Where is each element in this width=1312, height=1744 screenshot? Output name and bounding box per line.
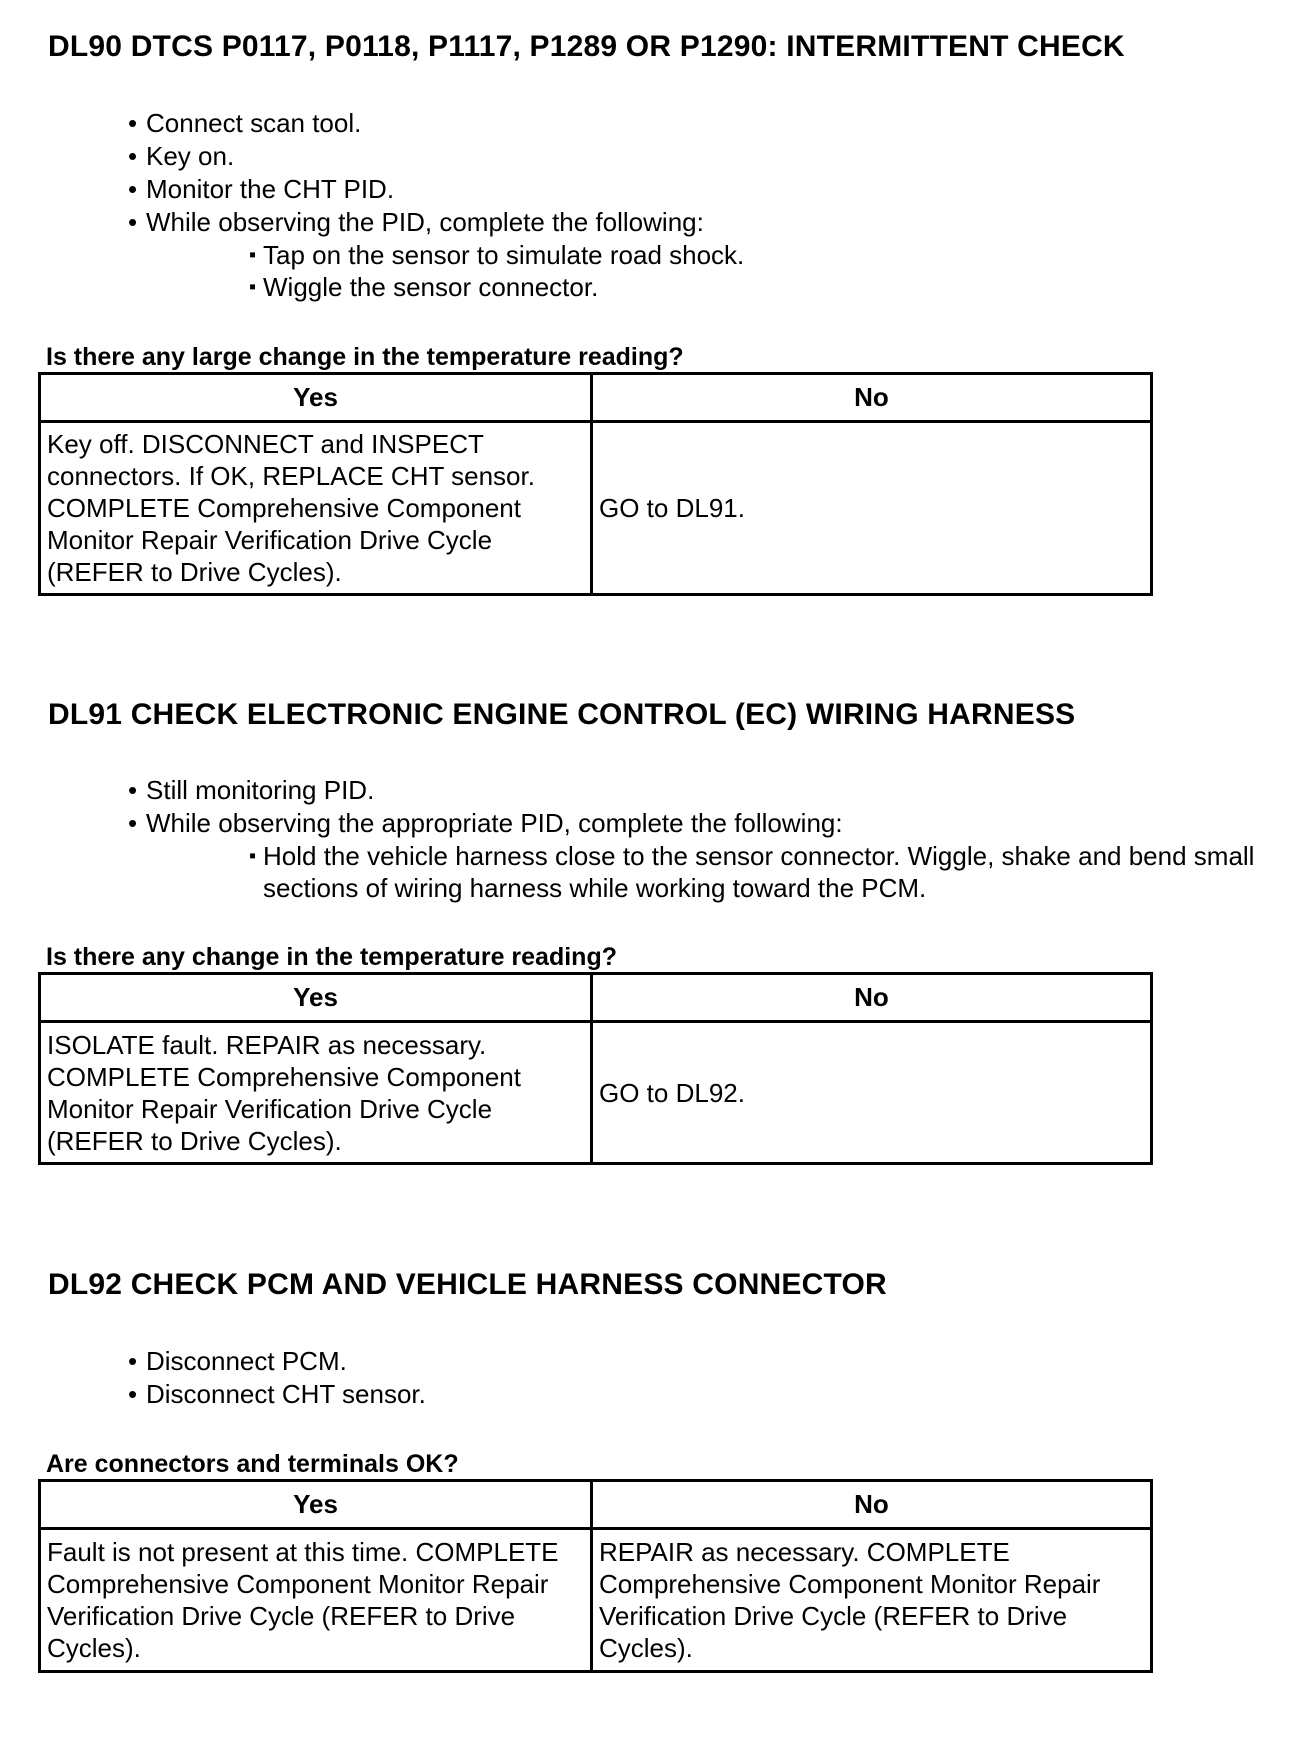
yes-cell: Fault is not present at this time. COMPLETE Comprehensive Component Monitor Repair Verification Drive Cycle (REFER to Drive Cycles). (40, 1529, 592, 1672)
step-item (128, 807, 1263, 904)
section-title: DL91 CHECK ELECTRONIC ENGINE CONTROL (EC) WIRING HARNESS (48, 698, 1076, 731)
step-item: • Connect scan tool. (128, 107, 744, 140)
step-list (128, 1345, 426, 1411)
section-title: DL90 DTCS P0117, P0118, P1117, P1289 OR P1290: INTERMITTENT CHECK (48, 30, 1125, 63)
yes-no-table (38, 372, 1153, 596)
step-list (128, 774, 1263, 904)
step-item (128, 206, 744, 303)
no-header: No (592, 1481, 1152, 1529)
question: Is there any change in the temperature reading? (46, 943, 617, 971)
no-cell: GO to DL92. (592, 1022, 1152, 1164)
yes-header: Yes (40, 374, 592, 422)
step-item-text: While observing the PID, complete the following: (146, 207, 704, 237)
step-item: • Still monitoring PID. (128, 774, 1263, 807)
question: Are connectors and terminals OK? (46, 1450, 459, 1478)
step-item-text: While observing the appropriate PID, complete the following: (146, 808, 843, 838)
yes-no-table (38, 972, 1153, 1165)
yes-cell: Key off. DISCONNECT and INSPECT connectors. If OK, REPLACE CHT sensor. COMPLETE Comprehensive Component Monitor Repair Verification Drive Cycle (REFER to Drive Cycles). (40, 422, 592, 595)
yes-no-table (38, 1479, 1153, 1673)
yes-cell: ISOLATE fault. REPAIR as necessary. COMPLETE Comprehensive Component Monitor Repair Verification Drive Cycle (REFER to Drive Cycles). (40, 1022, 592, 1164)
no-cell: REPAIR as necessary. COMPLETE Comprehensive Component Monitor Repair Verification Drive Cycle (REFER to Drive Cycles). (592, 1529, 1152, 1672)
section-title: DL92 CHECK PCM AND VEHICLE HARNESS CONNECTOR (48, 1268, 887, 1301)
no-header: No (592, 974, 1152, 1022)
sub-step-list (146, 840, 1263, 904)
sub-step-item: ▪ Hold the vehicle harness close to the sensor connector. Wiggle, shake and bend small sections of wiring harness while working toward the PCM. (249, 840, 1263, 904)
yes-header: Yes (40, 1481, 592, 1529)
sub-step-item: ▪ Tap on the sensor to simulate road shock. (249, 239, 744, 271)
sub-step-list (146, 239, 744, 303)
step-list (128, 107, 744, 303)
step-item: • Key on. (128, 140, 744, 173)
no-header: No (592, 374, 1152, 422)
step-item: • Disconnect CHT sensor. (128, 1378, 426, 1411)
step-item: • Disconnect PCM. (128, 1345, 426, 1378)
question: Is there any large change in the temperature reading? (46, 343, 684, 371)
yes-header: Yes (40, 974, 592, 1022)
sub-step-item: ▪ Wiggle the sensor connector. (249, 271, 744, 303)
no-cell: GO to DL91. (592, 422, 1152, 595)
step-item: • Monitor the CHT PID. (128, 173, 744, 206)
